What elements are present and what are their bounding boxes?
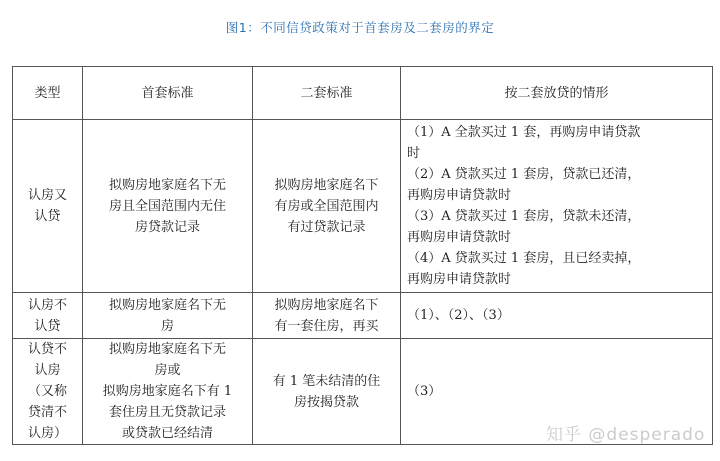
watermark: 知乎 @desperado [546,425,706,445]
second-standard-line: 有过贷款记录 [287,219,366,235]
case-line: 再购房申请贷款时 [407,272,512,287]
header-second-standard: 二套标准 [253,67,401,120]
case-line: 再购房申请贷款时 [407,230,512,245]
first-standard-line: 拟购房地家庭名下无 [108,342,226,357]
type-line: （又称 [27,384,67,399]
type-cell [13,293,83,339]
first-standard-line: 或贷款已经结清 [121,426,213,441]
header-first-standard: 首套标准 [83,67,253,120]
second-standard-line: 有一套住房，再买 [274,318,379,334]
header-row [13,67,713,120]
case-line: （1）、（2）、（3） [407,308,510,323]
type-line: 认贷 [34,318,61,334]
first-standard-line: 房 [160,318,174,334]
table-row [13,293,713,339]
second-standard-cell [253,120,401,293]
first-standard-line: 拟购房地家庭名下无 [108,177,226,193]
first-standard-line: 套住房且无贷款记录 [108,405,226,420]
case-line: 再购房申请贷款时 [407,188,512,203]
cases-cell [401,293,713,339]
type-line: 认房） [27,426,67,441]
first-standard-line: 拟购房地家庭名下无 [108,297,226,313]
type-cell [13,120,83,293]
first-standard-cell [83,293,253,339]
case-line: （3） [407,384,442,399]
first-standard-cell [83,120,253,293]
second-standard-line: 房按揭贷款 [293,394,359,410]
second-standard-line: 有房或全国范围内 [274,198,379,214]
case-line: （1）A 全款买过 1 套，再购房申请贷款 [407,125,641,140]
case-line: （3）A 贷款买过 1 套房，贷款未还清， [407,209,641,224]
cases-cell [401,120,713,293]
header-second-loan-cases: 按二套放贷的情形 [401,67,713,120]
first-standard-line: 房或 [154,363,181,378]
first-standard-line: 房且全国范围内无住 [108,198,226,214]
figure-title: 图1：不同信贷政策对于首套房及二套房的界定 [225,20,495,35]
header-type: 类型 [13,67,83,120]
second-standard-line: 有 1 笔未结清的住 [272,373,381,389]
second-standard-line: 拟购房地家庭名下 [274,297,379,313]
second-standard-cell [253,293,401,339]
type-line: 贷清不 [27,405,67,420]
type-line: 认贷不 [27,342,67,357]
first-standard-line: 房贷款记录 [134,219,200,235]
type-cell [13,339,83,445]
second-standard-line: 拟购房地家庭名下 [274,177,379,193]
second-standard-cell [253,339,401,445]
first-standard-cell [83,339,253,445]
type-line: 认房又 [27,188,67,203]
case-line: （2）A 贷款买过 1 套房，贷款已还清， [407,167,641,182]
case-line: （4）A 贷款买过 1 套房，且已经卖掉， [407,251,641,266]
type-line: 认房不 [27,297,67,313]
type-line: 认贷 [34,209,61,224]
type-line: 认房 [34,363,61,378]
first-standard-line: 拟购房地家庭名下有 1 [102,384,233,399]
policy-table [12,66,713,445]
case-line: 时 [407,146,421,161]
table-row [13,120,713,293]
